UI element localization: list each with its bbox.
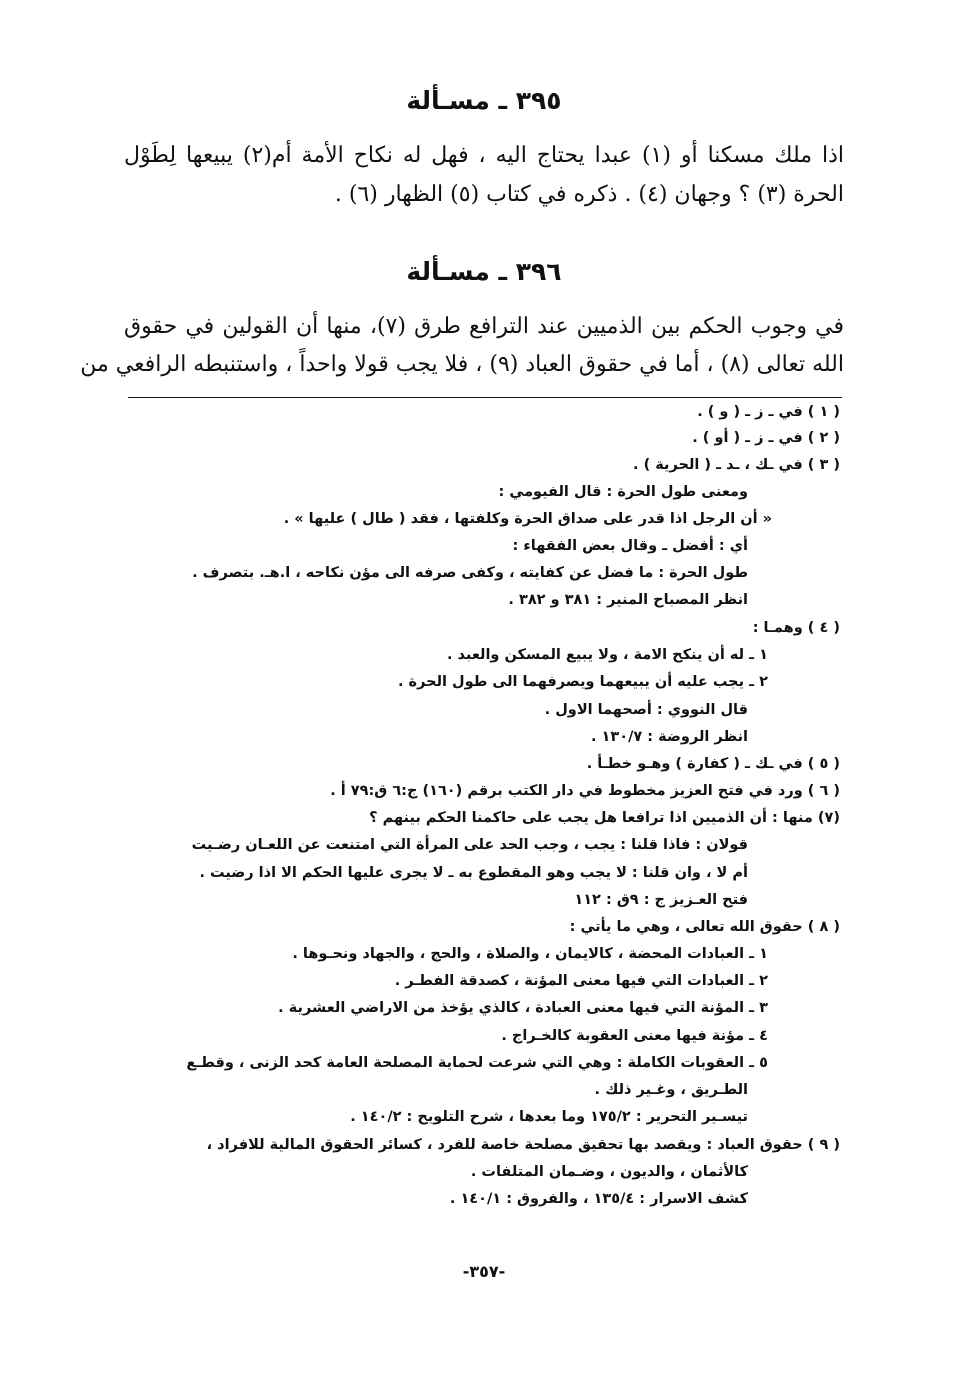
footnote-3-line: ومعنى طول الحرة : قال الفيومي : xyxy=(498,484,748,500)
footnote-8: ( ٨ ) حقوق الله تعالى ، وهي ما يأتي : xyxy=(569,919,840,935)
footnote-3: ( ٣ ) في ـك ، ـد ـ ( الحرية ) . xyxy=(633,457,840,473)
section-395-heading: ٣٩٥ ـ مسـألة xyxy=(406,86,562,115)
footnote-8-item: ١ ـ العبادات المحضة ، كالايمان ، والصلاة ، والحج ، والجهاد ونحـوها . xyxy=(292,946,768,962)
footnote-3-reference: انظر المصباح المنير : ٣٨١ و ٣٨٢ . xyxy=(508,592,748,608)
footnote-4-line: قال النووي : أصحهما الاول . xyxy=(544,702,748,718)
section-396-line-2: الله تعالى (٨) ، أما في حقوق العباد (٩) ، فلا يجب قولا واحداً ، واستنبطه الرافعي من xyxy=(80,352,844,377)
footnote-8-item: ٥ ـ العقوبات الكاملة : وهي التي شرعت لحماية المصلحة العامة كحد الزنى ، وقطـع xyxy=(186,1055,768,1071)
footnote-3-line: طول الحرة : ما فضل عن كفايته ، وكفى صرفه الى مؤن نكاحه ، ا.هـ. بتصرف . xyxy=(192,565,748,581)
footnote-4: ( ٤ ) وهمـا : xyxy=(752,620,840,636)
page-number: -٣٥٧- xyxy=(462,1262,506,1281)
footnote-separator xyxy=(128,397,842,398)
footnote-4-reference: انظر الروضة : ١٣٠/٧ . xyxy=(590,729,748,745)
footnote-9-line: كالأثمان ، والديون ، وضـمان المتلفات . xyxy=(470,1164,748,1180)
footnote-7-line: قولان : فاذا قلنا : يجب ، وجب الحد على المرأة التي امتنعت عن اللعـان رضـيت xyxy=(191,837,748,853)
footnote-4-item: ١ ـ له أن ينكح الامة ، ولا يبيع المسكن والعبد . xyxy=(446,647,768,663)
footnote-9-reference: كشف الاسرار : ١٣٥/٤ ، والفروق : ١٤٠/١ . xyxy=(449,1191,748,1207)
footnote-8-item: ٣ ـ المؤنة التي فيها معنى العبادة ، كالذي يؤخذ من الاراضي العشرية . xyxy=(278,1000,768,1016)
footnote-9: ( ٩ ) حقوق العباد : ويقصد بها تحقيق مصلحة خاصة للفرد ، كسائر الحقوق المالية للافراد ، xyxy=(206,1137,840,1153)
footnote-8-item: ٢ ـ العبادات التي فيها معنى المؤنة ، كصدقة الفطـر . xyxy=(394,973,768,989)
footnote-2: ( ٢ ) في ـ ز ـ ( أو ) . xyxy=(692,430,840,446)
footnote-5: ( ٥ ) في ـك ـ ( كفارة ) وهـو خطـأ . xyxy=(586,756,840,772)
footnote-1: ( ١ ) في ـ ز ـ ( و ) . xyxy=(697,404,840,420)
footnote-4-item: ٢ ـ يجب عليه أن يبيعهما ويصرفهما الى طول الحرة . xyxy=(398,674,768,690)
footnote-8-reference: تيسـير التحرير : ١٧٥/٢ وما بعدها ، شرح التلويح : ١٤٠/٢ . xyxy=(350,1109,748,1125)
footnote-7: (٧) منها : أن الذميين اذا ترافعا هل يجب على حاكمنا الحكم بينهم ؟ xyxy=(369,810,840,826)
footnote-6: ( ٦ ) ورد في فتح العزيز مخطوط في دار الكتب برقم (١٦٠) ج:٦ ق:٧٩ أ . xyxy=(330,783,840,799)
section-396-heading: ٣٩٦ ـ مسـألة xyxy=(406,257,562,286)
footnote-7-line: أم لا ، وان قلنا : لا يجب وهو المقطوع به ـ لا يجرى عليها الحكم الا اذا رضيت . xyxy=(199,865,748,881)
footnote-8-item: ٤ ـ مؤنة فيها معنى العقوبة كالخـراج . xyxy=(501,1028,768,1044)
footnote-3-line: أي : أفضل ـ وقال بعض الفقهاء : xyxy=(512,538,748,554)
section-395-line-1: اذا ملك مسكنا أو (١) عبدا يحتاج اليه ، فهل له نكاح الأمة أم(٢) يبيعها لِطَوْل xyxy=(124,143,845,168)
section-395-line-2: الحرة (٣) ؟ وجهان (٤) . ذكره في كتاب (٥) الظهار (٦) . xyxy=(334,182,844,207)
footnote-3-quote: « أن الرجل اذا قدر على صداق الحرة وكلفتها ، فقد ( طال ) عليها » . xyxy=(283,511,772,527)
footnote-7-reference: فتح العـزيز ج : ٩ق : ١١٢ xyxy=(574,892,748,908)
section-396-line-1: في وجوب الحكم بين الذميين عند الترافع طرق (٧)، منها أن القولين في حقوق xyxy=(124,314,844,339)
footnote-8-item-cont: الطـريق ، وغـير ذلك . xyxy=(594,1082,748,1098)
